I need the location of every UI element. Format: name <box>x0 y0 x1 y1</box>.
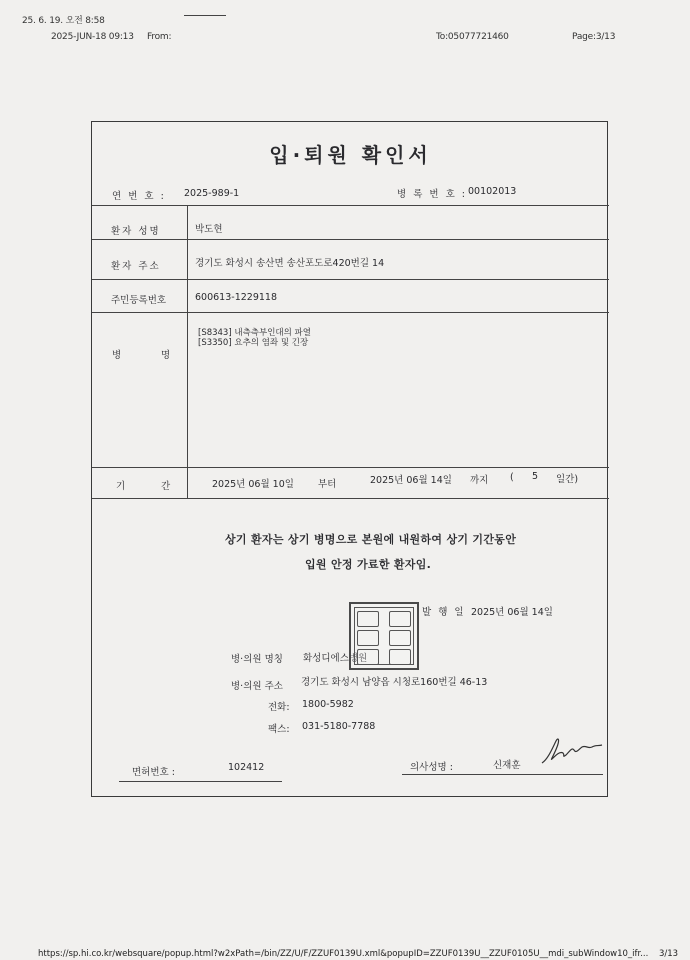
diagnosis-label-first: 병 <box>112 350 124 361</box>
fax-label: 팩스: <box>268 724 290 735</box>
diagnosis-item: [S3350] 요추의 염좌 및 긴장 <box>198 338 309 348</box>
period-days-unit: 일간) <box>556 474 579 485</box>
fax-value: 031-5180-7788 <box>302 721 376 732</box>
diagnosis-item: [S8343] 내측측부인대의 파열 <box>198 328 311 338</box>
license-number-value: 102412 <box>228 762 265 773</box>
footer-url: https://sp.hi.co.kr/websquare/popup.html?w2xPath=/bin/ZZ/U/F/ZZUF0139U.xml&popupID=ZZUF0139U__ZZUF0105U__mdi_subWindow10_ifr... <box>38 949 649 959</box>
row-divider <box>92 312 609 313</box>
period-days-count: 5 <box>532 471 539 482</box>
fax-to-number: To:05077721460 <box>436 32 509 42</box>
patient-address-value: 경기도 화성시 송산면 송산포도로420번길 14 <box>195 258 385 269</box>
issue-date-value: 2025년 06월 14일 <box>471 607 553 618</box>
hospital-seal-stamp <box>349 602 419 670</box>
statement-line-1: 상기 환자는 상기 병명으로 본원에 내원하여 상기 기간동안 <box>225 533 517 546</box>
license-underline <box>119 781 282 782</box>
statement-line-2: 입원 안정 가료한 환자임. <box>305 558 432 571</box>
phone-value: 1800-5982 <box>302 699 354 710</box>
period-end-date: 2025년 06월 14일 <box>370 475 452 486</box>
resident-number-value: 600613-1229118 <box>195 292 278 303</box>
issue-date-label: 발 행 일 <box>422 607 466 618</box>
column-divider <box>187 205 188 498</box>
patient-name-value: 박도현 <box>195 224 223 235</box>
record-number-label: 병 록 번 호 : <box>397 189 467 200</box>
period-label-first: 기 <box>116 481 128 492</box>
fax-sent-time: 2025-JUN-18 09:13 <box>51 32 134 42</box>
patient-name-label: 환자 성명 <box>111 226 161 237</box>
doctor-name-value: 신재훈 <box>493 760 521 771</box>
license-number-label: 면허번호 : <box>132 767 175 778</box>
footer-page-number: 3/13 <box>659 949 679 959</box>
phone-label: 전화: <box>268 702 290 713</box>
fax-page-number: Page:3/13 <box>572 32 616 42</box>
serial-number-value: 2025-989-1 <box>184 188 240 199</box>
document-title: 입·퇴원 확인서 <box>269 143 432 167</box>
hospital-name-value: 화성디에스병원 <box>303 653 368 664</box>
period-start-date: 2025년 06월 10일 <box>212 479 294 490</box>
admission-certificate <box>91 121 608 797</box>
header-mark <box>184 15 226 16</box>
row-divider <box>92 279 609 280</box>
fax-from-label: From: <box>147 32 172 42</box>
patient-address-label: 환자 주소 <box>111 261 161 272</box>
row-divider <box>92 205 609 206</box>
doctor-name-label: 의사성명 : <box>410 762 453 773</box>
period-open-paren: ( <box>510 472 514 483</box>
doctor-underline <box>402 774 603 775</box>
fax-received-time: 25. 6. 19. 오전 8:58 <box>22 16 105 26</box>
serial-number-label: 연 번 호 : <box>112 191 166 202</box>
row-divider <box>92 467 609 468</box>
doctor-signature-icon <box>538 735 606 769</box>
resident-number-label: 주민등록번호 <box>111 295 167 306</box>
row-divider <box>92 498 609 499</box>
diagnosis-label-second: 명 <box>161 350 173 361</box>
hospital-name-label: 병·의원 명칭 <box>231 654 283 665</box>
period-from-text: 부터 <box>318 479 337 490</box>
record-number-value: 00102013 <box>468 186 517 197</box>
hospital-address-label: 병·의원 주소 <box>231 681 283 692</box>
hospital-address-value: 경기도 화성시 남양읍 시청로160번길 46-13 <box>301 677 488 688</box>
period-label-second: 간 <box>161 481 173 492</box>
period-until-text: 까지 <box>470 475 489 486</box>
row-divider <box>92 239 609 240</box>
